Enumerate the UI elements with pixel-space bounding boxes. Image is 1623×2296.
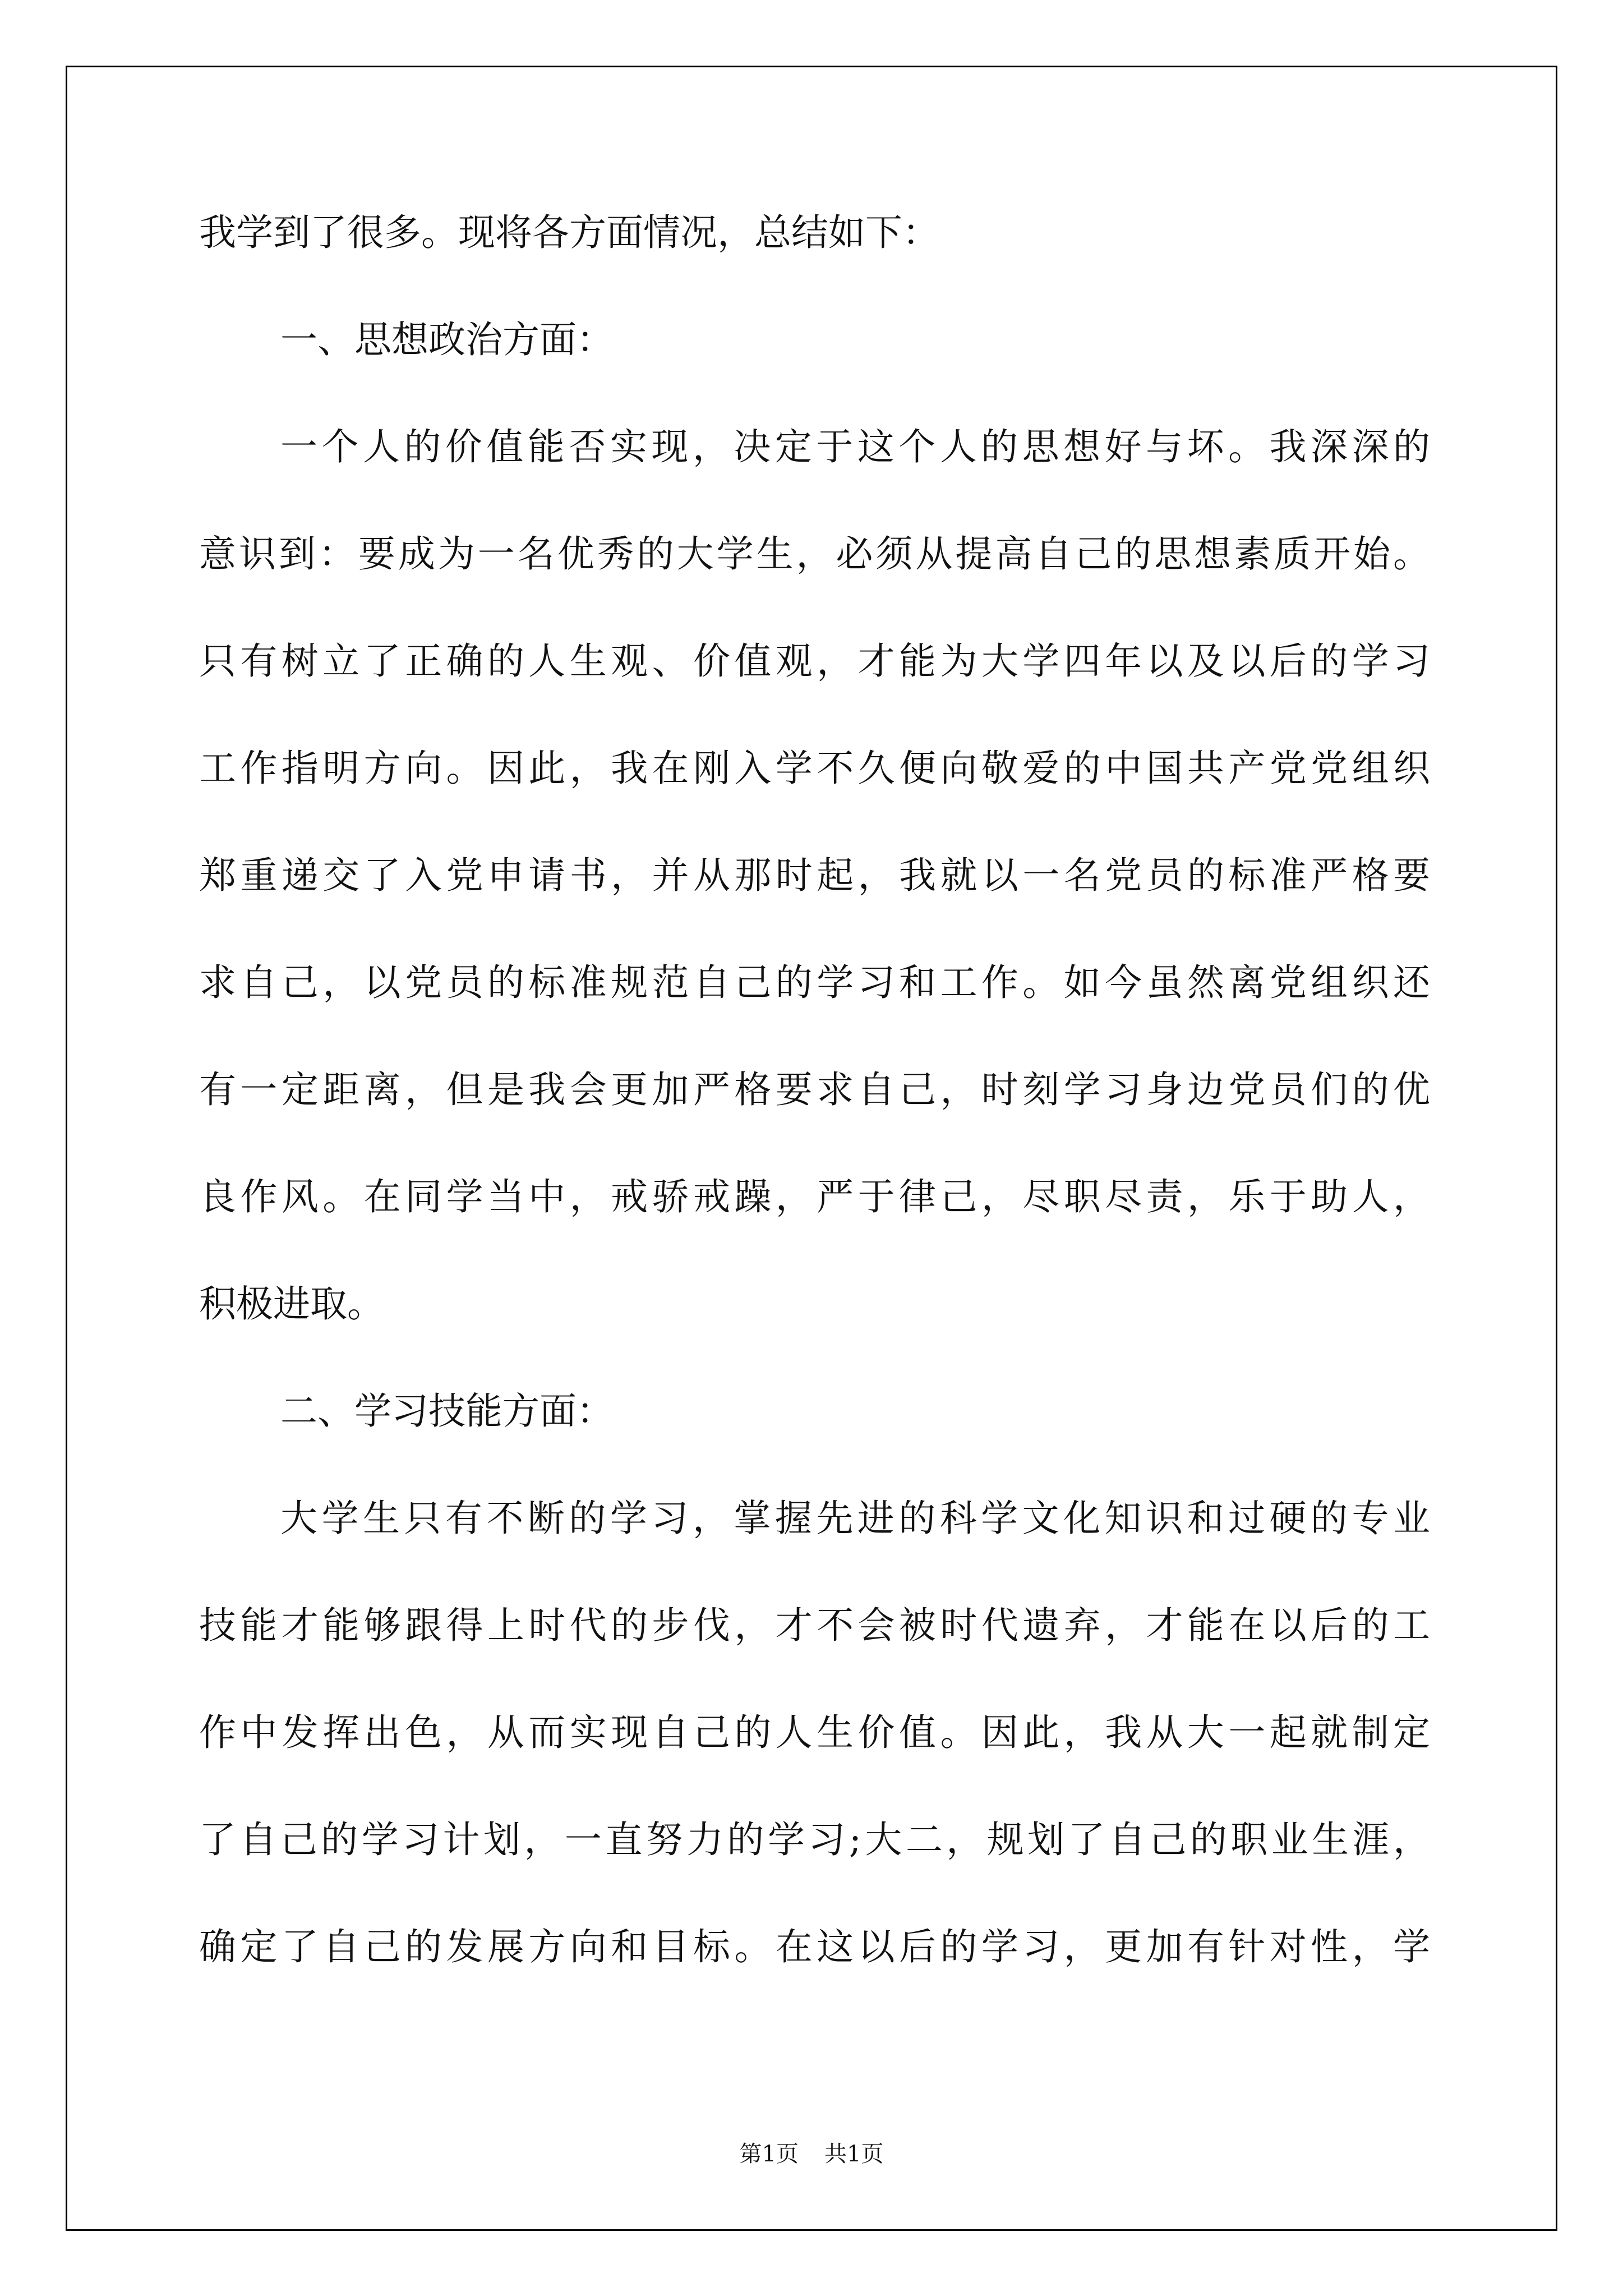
text-line: 只有树立了正确的人生观、价值观，才能为大学四年以及以后的学习	[199, 639, 1430, 683]
document-body	[199, 211, 1430, 2036]
text-line: 了自己的学习计划，一直努力的学习;大二，规划了自己的职业生涯，	[199, 1818, 1430, 1861]
section-heading: 一、思想政治方面：	[280, 318, 614, 361]
text-line: 确定了自己的发展方向和目标。在这以后的学习，更加有针对性，学	[199, 1925, 1430, 1968]
text-line: 求自己，以党员的标准规范自己的学习和工作。如今虽然离党组织还	[199, 961, 1430, 1004]
text-line: 大学生只有不断的学习，掌握先进的科学文化知识和过硬的专业	[280, 1497, 1430, 1540]
text-line: 技能才能够跟得上时代的步伐，才不会被时代遗弃，才能在以后的工	[199, 1604, 1430, 1647]
text-line: 一个人的价值能否实现，决定于这个人的思想好与坏。我深深的	[280, 425, 1430, 468]
text-line: 良作风。在同学当中，戒骄戒躁，严于律己，尽职尽责，乐于助人，	[199, 1175, 1430, 1218]
text-line: 积极进取。	[199, 1282, 384, 1326]
page-number: 第1页	[739, 2141, 799, 2167]
text-line: 郑重递交了入党申请书，并从那时起，我就以一名党员的标准严格要	[199, 854, 1430, 897]
text-line: 有一定距离，但是我会更加严格要求自己，时刻学习身边党员们的优	[199, 1068, 1430, 1111]
text-line: 工作指明方向。因此，我在刚入学不久便向敬爱的中国共产党党组织	[199, 747, 1430, 790]
text-line: 作中发挥出色，从而实现自己的人生价值。因此，我从大一起就制定	[199, 1711, 1430, 1754]
page-footer	[0, 2136, 1623, 2168]
text-line: 我学到了很多。现将各方面情况，总结如下：	[199, 211, 939, 254]
text-line: 意识到：要成为一名优秀的大学生，必须从提高自己的思想素质开始。	[199, 532, 1430, 576]
page-total: 共1页	[824, 2141, 884, 2167]
section-heading: 二、学习技能方面：	[280, 1389, 614, 1433]
